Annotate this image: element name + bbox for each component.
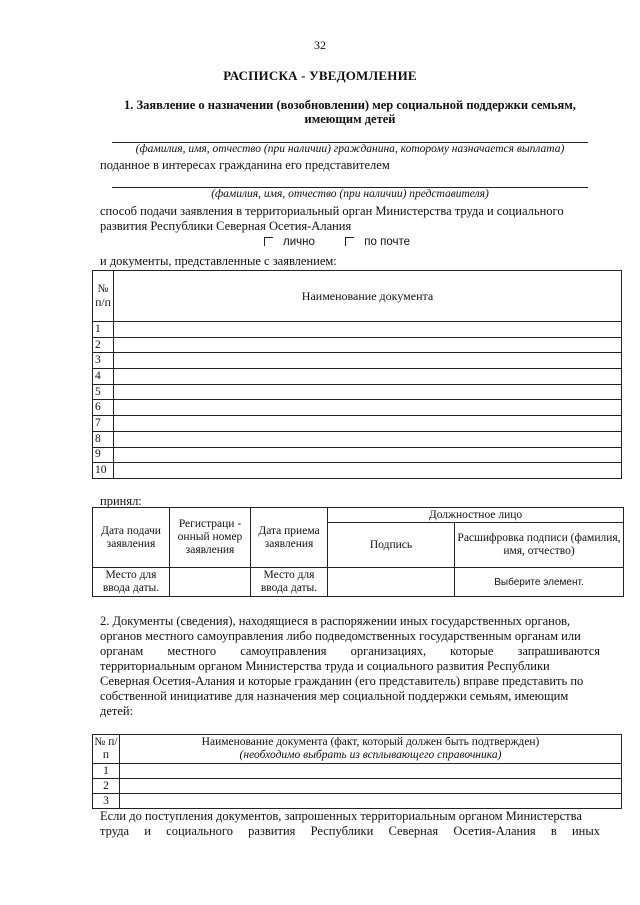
submitted-text: поданное в интересах гражданина его представителем <box>100 158 390 172</box>
table-row: 2 <box>93 337 622 353</box>
col-official: Должностное лицо <box>328 508 624 523</box>
section2-text <box>100 614 600 719</box>
col-num-header: № п/п <box>93 735 120 764</box>
option-in-person[interactable]: лично <box>264 236 315 248</box>
option-by-mail[interactable]: по почте <box>345 236 410 248</box>
docs-intro: и документы, представленные с заявлением: <box>100 254 337 268</box>
section2-line7: детей: <box>100 704 134 718</box>
footer-line1: Если до поступления документов, запрошенных территориальным органом Министерства <box>100 809 582 823</box>
page-number: 32 <box>314 38 326 52</box>
section1-heading <box>100 98 600 126</box>
table-row: 4 <box>93 369 622 385</box>
col-decoding: Расшифровка подписи (фамилия, имя, отчество) <box>455 523 624 568</box>
table-row: 3 <box>93 794 622 809</box>
table-row: 5 <box>93 384 622 400</box>
table-row: 2 <box>93 779 622 794</box>
col-num-header: № п/п <box>93 271 114 322</box>
section2-line2: органов местного самоуправления либо подведомственных государственным органам или <box>100 629 581 643</box>
table-row: 10 <box>93 463 622 479</box>
representative-caption: (фамилия, имя, отчество (при наличии) представителя) <box>211 188 489 200</box>
section1-heading-line1: 1. Заявление о назначении (возобновлении) мер социальной поддержки семьям, <box>124 98 576 112</box>
col-name-header-line2: (необходимо выбрать из всплывающего справочника) <box>239 749 502 761</box>
section2-line6: собственной инициативе для назначения мер социальной поддержки семьям, имеющим <box>100 689 569 703</box>
checkbox-icon[interactable] <box>345 237 354 246</box>
footer-text <box>100 809 600 839</box>
col-name-header <box>120 735 622 764</box>
col-accept-date: Дата приема заявления <box>251 508 328 568</box>
col-reg-number: Регистраци - онный номер заявления <box>170 508 251 568</box>
method-line2: развития Республики Северная Осетия-Алания <box>100 219 352 233</box>
table-row: 6 <box>93 400 622 416</box>
col-name-header: Наименование документа <box>114 271 622 322</box>
table-row: 8 <box>93 431 622 447</box>
documents-table <box>92 270 622 479</box>
table-row: 7 <box>93 416 622 432</box>
section2-line4: территориальным органом Министерства труда и социального развития Республики <box>100 659 550 673</box>
section2-line5: Северная Осетия-Алания и которые гражданин (его представитель) вправе представить по <box>100 674 584 688</box>
table-row: 1 <box>93 322 622 338</box>
table-row: 1 <box>93 764 622 779</box>
reg-number-field[interactable] <box>170 568 251 597</box>
documents2-table <box>92 734 622 809</box>
col-name-header-line1: Наименование документа (факт, который должен быть подтвержден) <box>201 736 540 748</box>
document-title: РАСПИСКА - УВЕДОМЛЕНИЕ <box>223 68 417 83</box>
signature-field[interactable] <box>328 568 455 597</box>
submit-date-field[interactable]: Место для ввода даты. <box>93 568 170 597</box>
applicant-caption: (фамилия, имя, отчество (при наличии) гражданина, которому назначается выплата) <box>135 143 565 155</box>
acceptance-table <box>92 507 624 597</box>
col-signature: Подпись <box>328 523 455 568</box>
footer-line2: труда и социального развития Республики Северная Осетия-Алания в иных <box>100 824 600 838</box>
method-text <box>100 204 600 234</box>
accept-date-field[interactable]: Место для ввода даты. <box>251 568 328 597</box>
accepted-label: принял: <box>100 494 142 508</box>
section2-line3: органам местного самоуправления организациях, которые запрашиваются <box>100 644 600 658</box>
col-submit-date: Дата подачи заявления <box>93 508 170 568</box>
checkbox-icon[interactable] <box>264 237 273 246</box>
section2-line1: 2. Документы (сведения), находящиеся в распоряжении иных государственных органов, <box>100 614 571 628</box>
table-row: 9 <box>93 447 622 463</box>
section1-heading-line2: имеющим детей <box>304 112 396 126</box>
method-line1: способ подачи заявления в территориальный орган Министерства труда и социального <box>100 204 564 218</box>
method-options <box>264 236 410 248</box>
official-select[interactable]: Выберите элемент. <box>455 568 624 597</box>
table-row: 3 <box>93 353 622 369</box>
